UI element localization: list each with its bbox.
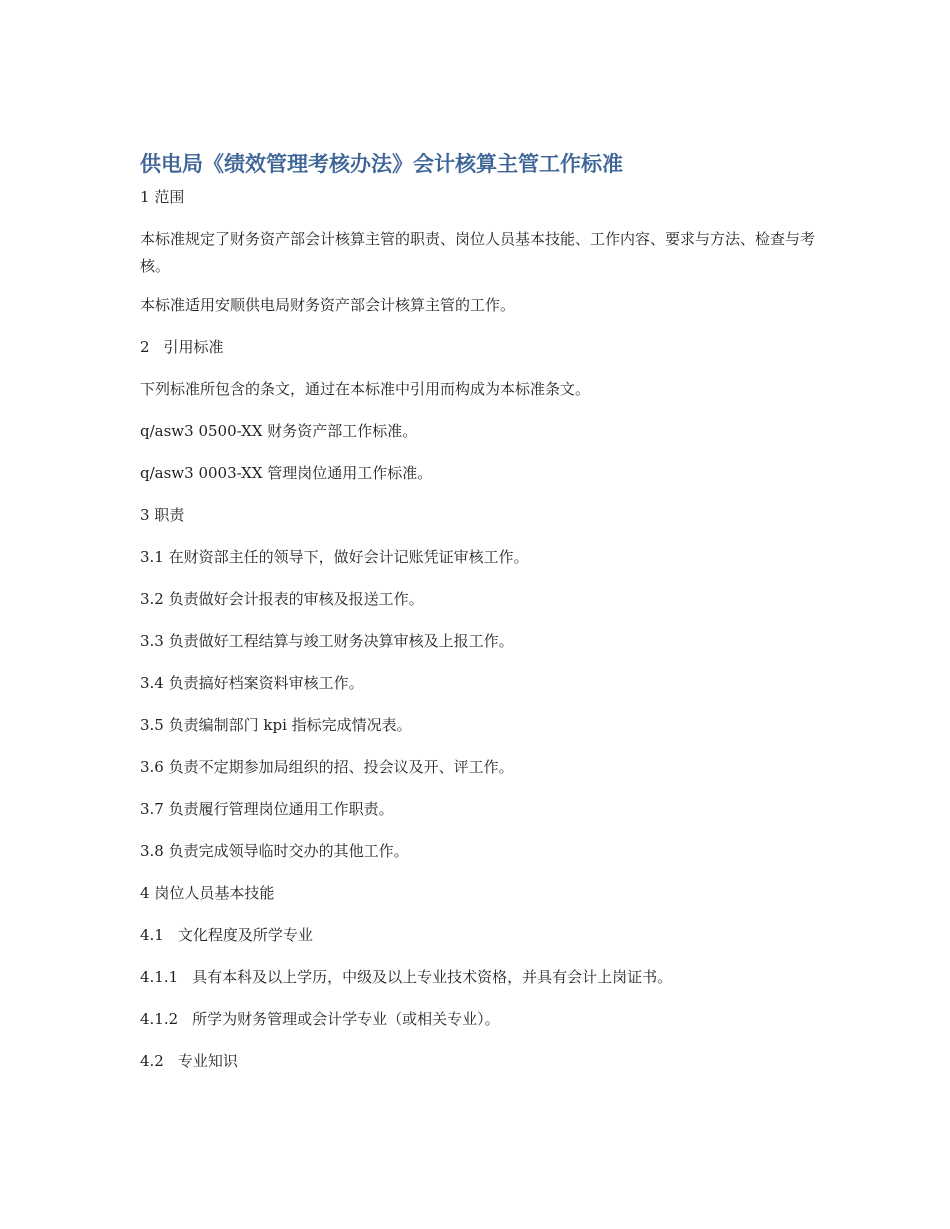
section-1-heading <box>140 184 820 211</box>
reference-item <box>140 460 820 487</box>
section-4-heading <box>140 880 820 907</box>
paragraph-text: 下列标准所包含的条文，通过在本标准中引用而构成为本标准条文。 <box>140 380 591 398</box>
section-text: 岗位人员基本技能 <box>154 884 275 902</box>
section-number: 3 <box>140 506 150 524</box>
reference-intro <box>140 376 820 403</box>
item-text: 具有本科及以上学历，中级及以上专业技术资格，并具有会计上岗证书。 <box>192 968 673 986</box>
duty-item <box>140 544 820 571</box>
subsection-heading <box>140 1048 820 1075</box>
skill-item <box>140 964 820 991</box>
duty-item <box>140 712 820 739</box>
reference-text: 财务资产部工作标准。 <box>267 422 418 440</box>
item-number: 4.1.1 <box>140 968 179 986</box>
section-text: 引用标准 <box>163 338 224 356</box>
item-text: 负责履行管理岗位通用工作职责。 <box>168 800 394 818</box>
reference-text: 管理岗位通用工作标准。 <box>267 464 433 482</box>
duty-item <box>140 838 820 865</box>
item-text: 负责做好会计报表的审核及报送工作。 <box>168 590 424 608</box>
item-number: 3.7 <box>140 800 164 818</box>
section-number: 4 <box>140 884 150 902</box>
duty-item <box>140 586 820 613</box>
reference-code: q/asw3 0003-XX <box>140 464 263 482</box>
item-text: 负责完成领导临时交办的其他工作。 <box>168 842 409 860</box>
item-number: 4.1.2 <box>140 1010 179 1028</box>
section-number: 2 <box>140 338 150 356</box>
section-text: 职责 <box>154 506 185 524</box>
item-number: 3.8 <box>140 842 164 860</box>
item-number: 3.3 <box>140 632 164 650</box>
section-3-heading <box>140 502 820 529</box>
document-title: 供电局《绩效管理考核办法》会计核算主管工作标准 <box>140 152 623 176</box>
item-number: 3.1 <box>140 548 164 566</box>
item-text: 在财资部主任的领导下，做好会计记账凭证审核工作。 <box>168 548 529 566</box>
item-number: 3.5 <box>140 716 164 734</box>
item-number: 3.6 <box>140 758 164 776</box>
item-text: 负责搞好档案资料审核工作。 <box>168 674 364 692</box>
applicability-paragraph <box>140 292 820 319</box>
paragraph-text: 本标准规定了财务资产部会计核算主管的职责、岗位人员基本技能、工作内容、要求与方法、检查与考核。 <box>140 230 816 275</box>
item-number: 4.2 <box>140 1052 164 1070</box>
paragraph-text: 本标准适用安顺供电局财务资产部会计核算主管的工作。 <box>140 296 516 314</box>
section-number: 1 <box>140 188 150 206</box>
duty-item <box>140 754 820 781</box>
item-number: 4.1 <box>140 926 164 944</box>
document-page <box>140 148 820 1090</box>
scope-paragraph <box>140 226 820 280</box>
item-number: 3.2 <box>140 590 164 608</box>
subsection-heading <box>140 922 820 949</box>
item-number: 3.4 <box>140 674 164 692</box>
section-text: 范围 <box>154 188 185 206</box>
item-text: 负责不定期参加局组织的招、投会议及开、评工作。 <box>168 758 514 776</box>
duty-item <box>140 628 820 655</box>
item-text: 负责做好工程结算与竣工财务决算审核及上报工作。 <box>168 632 514 650</box>
section-2-heading <box>140 334 820 361</box>
reference-item <box>140 418 820 445</box>
item-text: 所学为财务管理或会计学专业（或相关专业）。 <box>192 1010 500 1028</box>
duty-item <box>140 670 820 697</box>
item-text: 负责编制部门 kpi 指标完成情况表。 <box>168 716 412 734</box>
item-text: 文化程度及所学专业 <box>177 926 313 944</box>
item-text: 专业知识 <box>177 1052 238 1070</box>
skill-item <box>140 1006 820 1033</box>
duty-item <box>140 796 820 823</box>
reference-code: q/asw3 0500-XX <box>140 422 263 440</box>
